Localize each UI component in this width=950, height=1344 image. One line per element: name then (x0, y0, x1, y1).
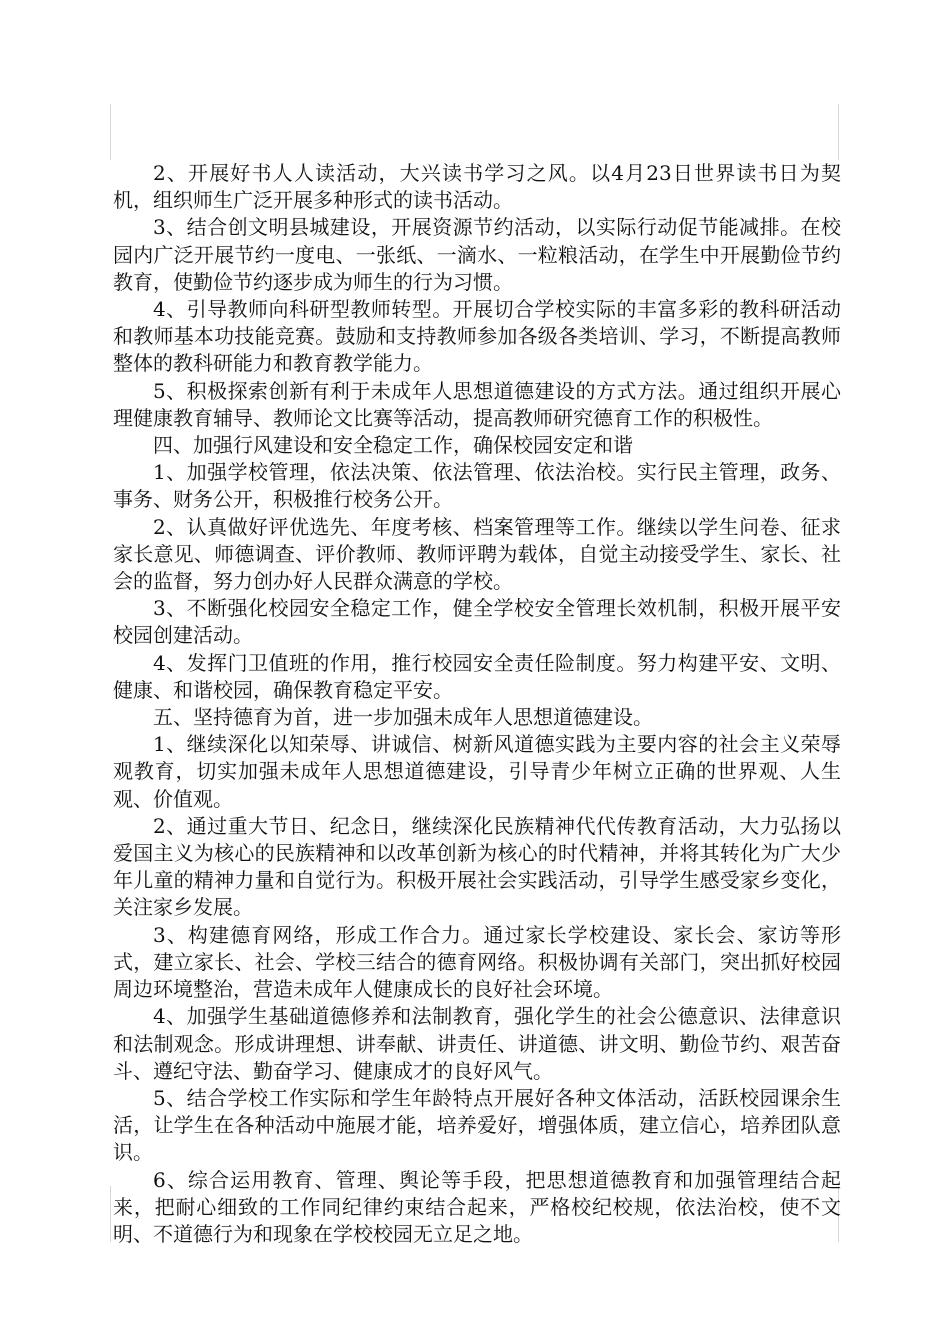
paragraph-moral-network: 3、构建德育网络，形成工作合力。通过家长学校建设、家长会、家访等形式，建立家长、社会、学校三结合的德育网络。积极协调有关部门，突出抓好校园周边环境整治，营造未成年人健康成长的良好社会环境。 (113, 922, 841, 1002)
paragraph-campus-safety: 3、不断强化校园安全稳定工作，健全学校安全管理长效机制，积极开展平安校园创建活动。 (113, 596, 841, 648)
section-heading-five: 五、坚持德育为首，进一步加强未成年人思想道德建设。 (153, 705, 653, 730)
paragraph-school-management: 1、加强学校管理，依法决策、依法管理、依法治校。实行民主管理，政务、事务、财务公开，积极推行校务公开。 (113, 460, 841, 512)
margin-mark-top-left (110, 104, 111, 160)
section-heading-four: 四、加强行风建设和安全稳定工作，确保校园安定和谐 (153, 433, 633, 458)
paragraph-resource-saving: 3、结合创文明县城建设，开展资源节约活动，以实际行动促节能减排。在校园内广泛开展节约一度电、一张纸、一滴水、一粒粮活动，在学生中开展勤俭节约教育，使勤俭节约逐步成为师生的行为习惯。 (113, 215, 841, 294)
document-body (113, 160, 841, 1248)
paragraph-festival-education: 2、通过重大节日、纪念日，继续深化民族精神代代传教育活动，大力弘扬以爱国主义为核心的民族精神和以改革创新为核心的时代精神，并将其转化为广大少年儿童的精神力量和自觉行为。积极开展社会实践活动，引导学生感受家乡变化，关注家乡发展。 (113, 813, 841, 920)
paragraph-legal-education: 4、加强学生基础道德修养和法制教育，强化学生的社会公德意识、法律意识和法制观念。形成讲理想、讲奉献、讲责任、讲道德、讲文明、勤俭节约、艰苦奋斗、遵纪守法、勤奋学习、健康成才的良好风气。 (113, 1004, 841, 1083)
paragraph-comprehensive-means: 6、综合运用教育、管理、舆论等手段，把思想道德教育和加强管理结合起来，把耐心细致的工作同纪律约束结合起来，严格校纪校规，依法治校，使不文明、不道德行为和现象在学校校园无立足之地。 (113, 1167, 841, 1246)
margin-mark-bottom-left (110, 1186, 111, 1242)
paragraph-moral-methods: 5、积极探索创新有利于未成年人思想道德建设的方式方法。通过组织开展心理健康教育辅导、教师论文比赛等活动，提高教师研究德育工作的积极性。 (113, 378, 841, 430)
paragraph-reading-activity: 2、开展好书人人读活动，大兴读书学习之风。以4月23日世界读书日为契机，组织师生广泛开展多种形式的读书活动。 (113, 161, 841, 213)
margin-mark-top-right (838, 104, 839, 160)
paragraph-guard-duty: 4、发挥门卫值班的作用，推行校园安全责任险制度。努力构建平安、文明、健康、和谐校园，确保教育稳定平安。 (113, 650, 841, 702)
paragraph-cultural-activities: 5、结合学校工作实际和学生年龄特点开展好各种文体活动，活跃校园课余生活，让学生在各种活动中施展才能，培养爱好，增强体质，建立信心，培养团队意识。 (113, 1085, 841, 1165)
paragraph-honor-education: 1、继续深化以知荣辱、讲诚信、树新风道德实践为主要内容的社会主义荣辱观教育，切实加强未成年人思想道德建设，引导青少年树立正确的世界观、人生观、价值观。 (113, 732, 841, 811)
paragraph-teacher-research: 4、引导教师向科研型教师转型。开展切合学校实际的丰富多彩的教科研活动和教师基本功技能竞赛。鼓励和支持教师参加各级各类培训、学习，不断提高教师整体的教科研能力和教育教学能力。 (113, 297, 841, 376)
paragraph-evaluation: 2、认真做好评优选先、年度考核、档案管理等工作。继续以学生问卷、征求家长意见、师德调查、评价教师、教师评聘为载体，自觉主动接受学生、家长、社会的监督，努力创办好人民群众满意的学校。 (113, 514, 841, 594)
